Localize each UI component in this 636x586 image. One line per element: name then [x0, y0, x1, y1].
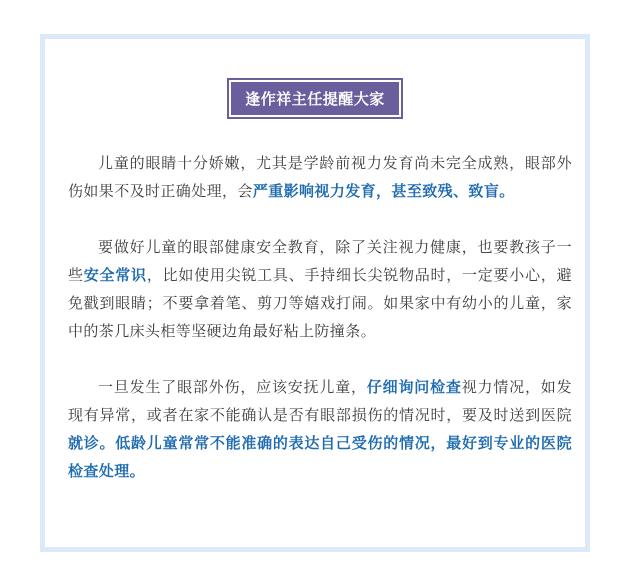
paragraph-1-highlight: 严重影响视力发育，甚至致残、致盲。	[252, 182, 515, 200]
paragraph-3	[68, 373, 572, 485]
paragraph-3-highlight-b: 就诊。低龄儿童常常不能准确的表达自己受伤的情况，最好到专业的医院检查处理。	[68, 434, 572, 480]
title-badge: 逢作祥主任提醒大家	[229, 80, 401, 117]
paragraph-3-highlight-a: 仔细询问检查	[366, 378, 462, 396]
paragraph-2	[68, 233, 572, 345]
paragraph-3-text-a: 一旦发生了眼部外伤，应该安抚儿童，	[98, 378, 367, 396]
paragraph-1-text: 儿童的眼睛十分娇嫩，尤其是学龄前视力发育尚未完全成熟，眼部外伤如果不及时正确处理，会	[68, 154, 572, 200]
paragraph-3-text-b: 视力情况，如发现有异常，或者在家不能确认是否有眼部损伤的情况时，要及时送到医院	[68, 378, 572, 424]
paragraph-1	[68, 149, 572, 205]
notice-card	[40, 34, 590, 552]
paragraph-2-text-a: 要做好儿童的眼部健康安全教育，除了关注视力健康，也要教孩子一些	[68, 238, 572, 284]
paragraph-2-highlight: 安全常识	[83, 266, 147, 284]
article-body	[68, 149, 572, 513]
title-wrap	[45, 80, 585, 117]
paragraph-2-text-b: ，比如使用尖锐工具、手持细长尖锐物品时，一定要小心，避免戳到眼睛；不要拿着笔、剪刀等嬉戏打闹。如果家中有幼小的儿童，家中的茶几床头柜等坚硬边角最好粘上防撞条。	[68, 266, 572, 340]
